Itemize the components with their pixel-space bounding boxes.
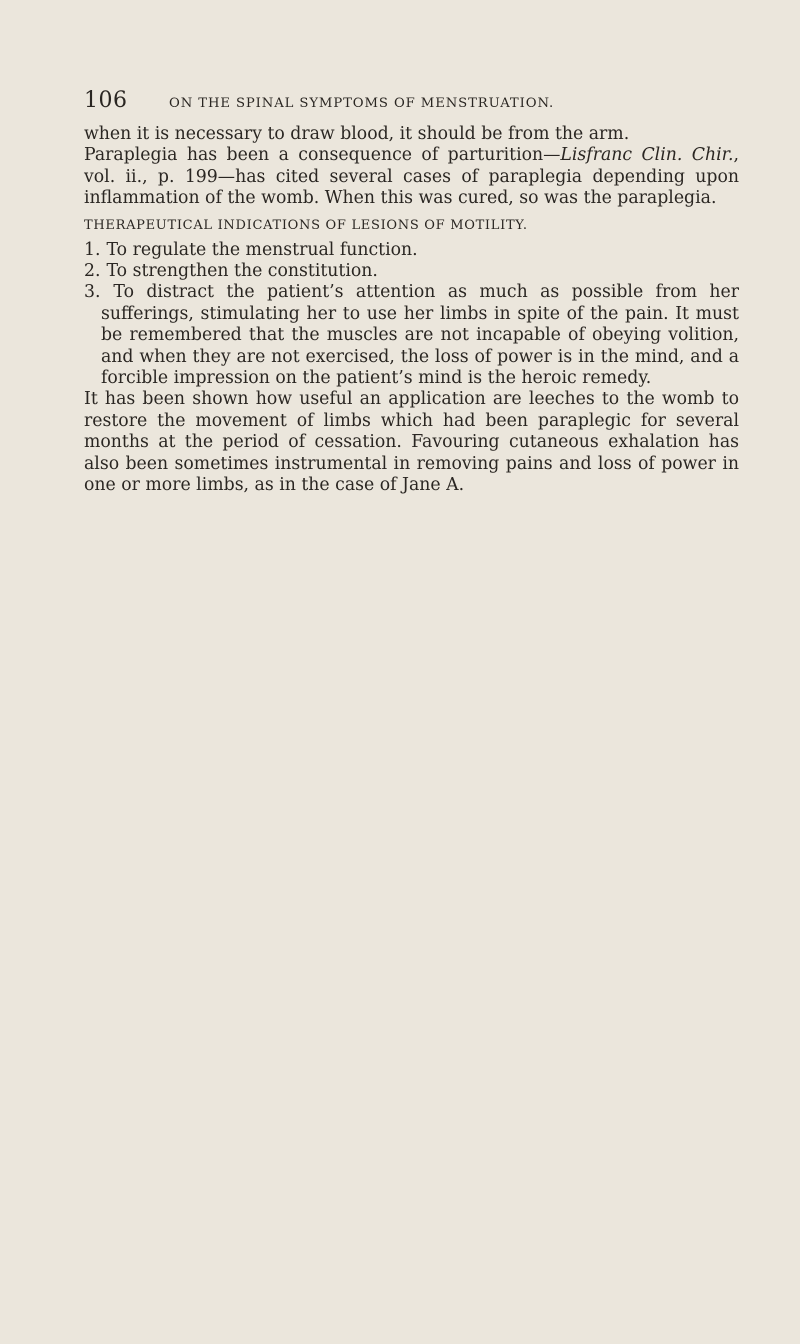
list-text: To distract the patient’s attention as much as possible from her sufferings, stimulating her to use her limbs in spite of the pain. It must be remembered that the muscles are not incapable of obeying volition, and when they are not exercised, the loss of power is in the mind, and a forcible impression on the patient’s mind is the heroic remedy. — [101, 282, 740, 389]
paragraph-text: , vol. ii., p. 199—has cited several cases of paraplegia depending upon inflammation of the womb. When this was cured, so was the paraplegia. — [84, 145, 739, 209]
running-title: ON THE SPINAL SYMPTOMS OF MENSTRUATION. — [169, 96, 555, 111]
paragraph-continued: when it is necessary to draw blood, it should be from the arm. — [84, 124, 630, 144]
paragraph-text: Paraplegia has been a consequence of parturition— — [84, 145, 561, 166]
citation: Lisfranc Clin. Chir. — [560, 145, 734, 166]
list-text: To strengthen the constitution. — [106, 261, 378, 282]
list-number: 2. — [84, 261, 101, 282]
list-item — [84, 261, 739, 282]
paragraph-leeches: It has been shown how useful an application are leeches to the womb to restore the movement of limbs which had been paraplegic for several months at the period of cessation. Favouring cutaneous exhalation has also been sometimes instrumental in removing pains and loss of power in one or more limbs, as in the case of Jane A. — [84, 389, 739, 496]
list-item — [84, 282, 739, 389]
list-item — [84, 240, 739, 261]
page-number: 106 — [84, 88, 128, 113]
list-number: 1. — [84, 239, 101, 260]
section-heading: THERAPEUTICAL INDICATIONS OF LESIONS OF MOTILITY. — [84, 217, 528, 233]
list-text: To regulate the menstrual function. — [106, 239, 418, 260]
book-page — [84, 88, 739, 497]
list-number: 3. — [84, 282, 101, 303]
body-text — [84, 124, 739, 497]
running-head — [84, 88, 739, 118]
paragraph-paraplegia — [84, 145, 739, 209]
